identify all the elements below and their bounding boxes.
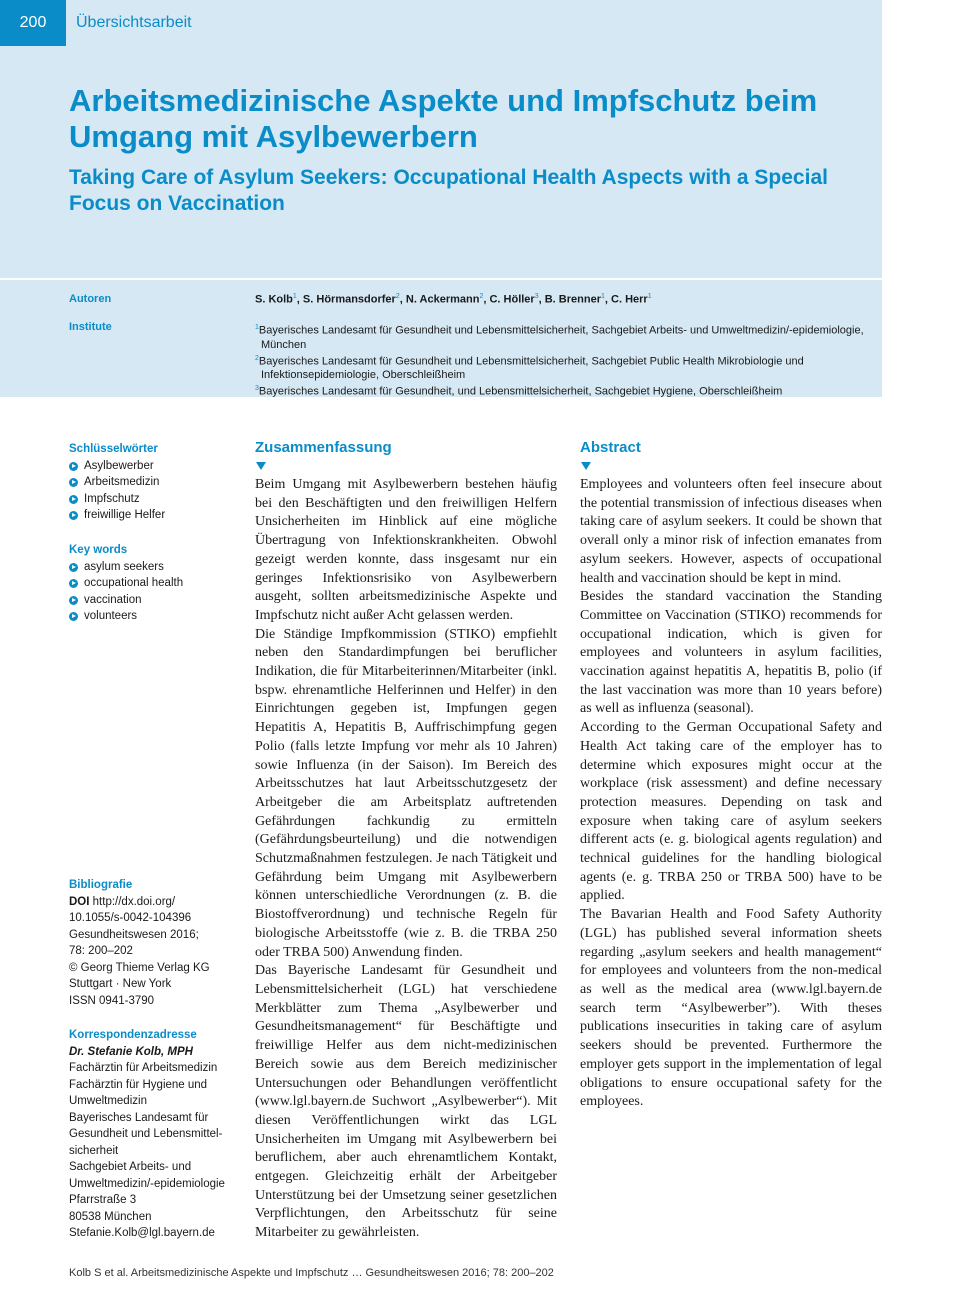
correspondence-line: Pfarrstraße 3 <box>69 1194 137 1206</box>
correspondence-line: Fachärztin für Hygiene und <box>69 1078 208 1091</box>
abstract-title: Abstract <box>580 439 641 456</box>
keyword-text: asylum seekers <box>84 560 164 573</box>
correspondence-label: Korrespondenzadresse <box>69 1029 197 1041</box>
correspondence-block <box>69 1027 244 1242</box>
bibliography-text: 10.1055/s-0042-104396 <box>69 912 192 924</box>
keyword-item <box>69 458 244 475</box>
correspondence-line: Umweltmedizin/-epidemiologie <box>69 1177 225 1190</box>
authors-list: S. Kolb$^1$, S. Hörmansdorfer$^2$, N. Ackermann$^2$, C. Höller$^3$, B. Brenner$^1$, C. Herr$^1$ <box>255 293 652 306</box>
bibliography-text: http://dx.doi.org/ <box>92 895 176 908</box>
institutes-list <box>255 321 885 399</box>
institute-text: Bayerisches Landesamt für Gesundheit und Lebensmittelsicherheit, Sachgebiet Public Health Mikrobiologie und Infektionsepidemiologie, Oberschleißheim <box>258 355 804 382</box>
chevron-right-circle-icon <box>69 462 78 471</box>
abstract-text <box>580 476 882 1112</box>
author-name: S. Hörmansdorfer <box>302 293 396 306</box>
keyword-text: Asylbewerber <box>84 459 154 472</box>
chevron-right-circle-icon <box>69 478 78 487</box>
bibliography-line <box>69 993 244 1010</box>
keyword-text: Arbeitsmedizin <box>84 476 160 488</box>
paragraph: Employees and volunteers often feel insecure about the potential transmission of infectious diseases when taking care of asylum seekers. It could be shown that overall only a minor risk of infection emanates from asylum seekers. However, aspects of occupational health and vaccination should be kept in mind. <box>580 477 882 586</box>
keyword-item <box>69 592 244 609</box>
author-affiliation-marker: 1 <box>292 293 297 300</box>
paragraph: Die Ständige Impfkommission (STIKO) empfiehlt neben den Standardimpfungen bei beruflicher Indikation, die für Mitarbeiterinnen/Mitarbeiter (inkl. bspw. ehrenamtliche Helferinnen und Helfer) in den Einrichtungen gegeben ist, Impfungen gegen Hepatitis A, Hepatitis B, Auffrischimpfung gegen Polio (falls letzte Impfung vor mehr als 10 Jahren) sowie Influenza (in der Saison). Im Bereich des Arbeitsschutzes hat laut Arbeitsschutzgesetz der Arbeitgeber die am Arbeitsplatz auftretenden Gefährdungen fachkundig zu ermitteln (Gefährdungsbeurteilung) und die notwendigen Schutzmaßnahmen festzulegen. Je nach Tätigkeit und Gefährdung beim Umgang mit Asylbewerbern können unterschiedliche Verordnungen (z. B. die Biostoffverordnung) und technische Regeln für biologische Arbeitsstoffe (wie z. B. die TRBA 250 oder TRBA 500) Anwendung finden. <box>255 626 557 960</box>
author-affiliation-marker: 2 <box>479 293 484 300</box>
bibliography-text: © Georg Thieme Verlag KG <box>69 961 210 974</box>
keywords-de-list <box>69 458 244 524</box>
author-affiliation-marker: 1 <box>647 293 652 300</box>
zusammenfassung-text <box>255 476 557 1243</box>
correspondence-line: Stefanie.Kolb@lgl.bayern.de <box>69 1227 215 1239</box>
keywords-en-label: Key words <box>69 544 128 556</box>
bibliography-line <box>69 943 244 960</box>
correspondence-lines <box>69 1060 244 1242</box>
institute-item <box>255 352 885 383</box>
bibliography-block <box>69 877 244 1009</box>
authors-label: Autoren <box>69 293 112 305</box>
correspondence-line: Umweltmedizin <box>69 1095 147 1107</box>
keywords-de-block <box>69 441 244 524</box>
author-name: C. Herr <box>611 293 648 306</box>
institutes-label: Institute <box>69 321 112 333</box>
keyword-item <box>69 491 244 508</box>
page-number: 200 <box>0 0 66 46</box>
bibliography-label: Bibliografie <box>69 879 133 891</box>
keyword-text: Impfschutz <box>84 492 140 505</box>
title-german: Arbeitsmedizinische Aspekte und Impfschutz beim Umgang mit Asylbewerbern <box>69 83 818 154</box>
correspondence-line: Bayerisches Landesamt für <box>69 1111 209 1124</box>
author-affiliation-marker: 1 <box>600 293 605 300</box>
bibliography-text: Stuttgart · New York <box>69 978 172 990</box>
bibliography-lines <box>69 894 244 1010</box>
zusammenfassung-title: Zusammenfassung <box>255 439 392 456</box>
keyword-text: volunteers <box>84 610 138 622</box>
author-name: C. Höller <box>489 293 535 306</box>
institute-item <box>255 382 885 399</box>
correspondence-line: Gesundheit und Lebensmittel- <box>69 1128 223 1140</box>
author-affiliation-marker: 2 <box>395 293 400 300</box>
correspondence-name: Dr. Stefanie Kolb, MPH <box>69 1045 193 1058</box>
paragraph: According to the German Occupational Safety and Health Act taking care of the employer has to determine which exposures might occur at the workplace (risk assessment) and define necessary protection measures. Depending on task and exposure when taking care of asylum seekers different acts (e. g. biological agents regulation) and technical guidelines for the handling biological agents (e. g. TRBA 250 or TRBA 500) have to be applied. <box>580 720 882 904</box>
keyword-item <box>69 575 244 592</box>
institute-marker: 1 <box>255 324 259 331</box>
keyword-item <box>69 507 244 524</box>
doi-label: DOI <box>69 895 90 908</box>
institute-marker: 2 <box>255 354 259 362</box>
institute-item <box>255 321 885 352</box>
keyword-item <box>69 559 244 576</box>
keyword-text: occupational health <box>84 577 184 589</box>
chevron-right-circle-icon <box>69 495 78 504</box>
bibliography-line <box>69 927 244 944</box>
bibliography-text: ISSN 0941-3790 <box>69 994 155 1007</box>
bibliography-line <box>69 910 244 927</box>
bibliography-text: Gesundheitswesen 2016; <box>69 928 199 941</box>
correspondence-line: Fachärztin für Arbeitsmedizin <box>69 1062 218 1074</box>
triangle-down-icon <box>256 462 266 470</box>
footer-citation: Kolb S et al. Arbeitsmedizinische Aspekte und Impfschutz … Gesundheitswesen 2016; 78: 200–202 <box>69 1267 554 1279</box>
author-name: S. Kolb <box>255 293 293 306</box>
author-affiliation-marker: 3 <box>534 293 539 300</box>
author-name: B. Brenner <box>544 293 601 306</box>
title-english: Taking Care of Asylum Seekers: Occupational Health Aspects with a Special Focus on Vaccination <box>69 166 828 215</box>
bibliography-line <box>69 894 244 911</box>
keywords-en-list <box>69 559 244 625</box>
triangle-down-icon <box>581 462 591 470</box>
keywords-en-block <box>69 542 244 625</box>
correspondence-line: sicherheit <box>69 1144 119 1157</box>
header-divider <box>0 278 882 280</box>
institute-marker: 3 <box>255 385 259 393</box>
paragraph: Besides the standard vaccination the Standing Committee on Vaccination (STIKO) recommends for occupational indication, which is given for employees and volunteers in asylum facilities, vaccination against hepatitis A, hepatitis B, polio (if the last vaccination was more than 10 years before) as well as influenza (seasonal). <box>580 589 882 717</box>
section-label: Übersichtsarbeit <box>76 14 192 31</box>
chevron-right-circle-icon <box>69 612 78 621</box>
chevron-right-circle-icon <box>69 563 78 572</box>
zusammenfassung-column <box>255 438 557 1243</box>
correspondence-line: 80538 München <box>69 1210 152 1223</box>
bibliography-text: 78: 200–202 <box>69 945 133 957</box>
bibliography-line <box>69 976 244 993</box>
keywords-de-label: Schlüsselwörter <box>69 443 158 455</box>
institute-text: Bayerisches Landesamt für Gesundheit, und Lebensmittelsicherheit, Sachgebiet Hygiene, Oberschleißheim <box>258 385 783 398</box>
correspondence-line: Sachgebiet Arbeits- und <box>69 1161 192 1173</box>
abstract-column <box>580 438 882 1112</box>
chevron-right-circle-icon <box>69 579 78 588</box>
keyword-text: freiwillige Helfer <box>84 509 166 521</box>
keyword-item <box>69 608 244 625</box>
institute-text: Bayerisches Landesamt für Gesundheit und Lebensmittelsicherheit, Sachgebiet Arbeits- und Umweltmedizin/-epidemiologie, München <box>258 324 864 351</box>
paragraph: The Bavarian Health and Food Safety Authority (LGL) has published several information sheets regarding „asylum seekers and health management“ for employees and volunteers from the non-medical as well as the medical area (www.lgl.bayern.de search term “Asylbewerber”). With theses publications insecurities in taking care of asylum seekers should be prevented. Furthermore the employer gets support in the implementation of legal obligations to ensure occupational safety for the employees. <box>580 907 882 1110</box>
chevron-right-circle-icon <box>69 511 78 520</box>
paragraph: Beim Umgang mit Asylbewerbern bestehen häufig bei den Beschäftigten und den freiwilligen Helfern Unsicherheiten im Hinblick auf eine mögliche Übertragung von Infektionskrankheiten. Obwohl gezeigt werden konnte, dass insgesamt nur ein geringes Infektionsrisiko von Asylbewerbern ausgeht, sollten arbeitsmedizinische Aspekte und Impfschutz nicht außer Acht gelassen werden. <box>255 477 557 623</box>
chevron-right-circle-icon <box>69 596 78 605</box>
paragraph: Das Bayerische Landesamt für Gesundheit und Lebensmittelsicherheit (LGL) hat verschiedene Merkblätter zum Thema „Asylbewerber und Gesundheitsmanagement“ für Beschäftigte und freiwillige Helfer aus dem nicht-medizinischen Bereich sowie aus dem Bereich medizinischer Untersuchungen oder Behandlungen veröffentlicht (www.lgl.bayern.de Suchwort „Asylbewerber“). Mit diesen Veröffentlichungen wirkt das LGL Unsicherheiten im Umgang mit Asylbewerbern bei beruflichem, aber auch ehrenamtlichem Kontakt, entgegen. Gleichzeitig erhält der Arbeitgeber Unterstützung bei der Umsetzung seiner gesetzlichen Verpflichtungen, den Arbeitsschutz für seine Mitarbeiter zu gewährleisten. <box>255 963 557 1241</box>
bibliography-line <box>69 960 244 977</box>
author-name: N. Ackermann <box>405 293 480 306</box>
keyword-text: vaccination <box>84 593 142 606</box>
keyword-item <box>69 474 244 491</box>
